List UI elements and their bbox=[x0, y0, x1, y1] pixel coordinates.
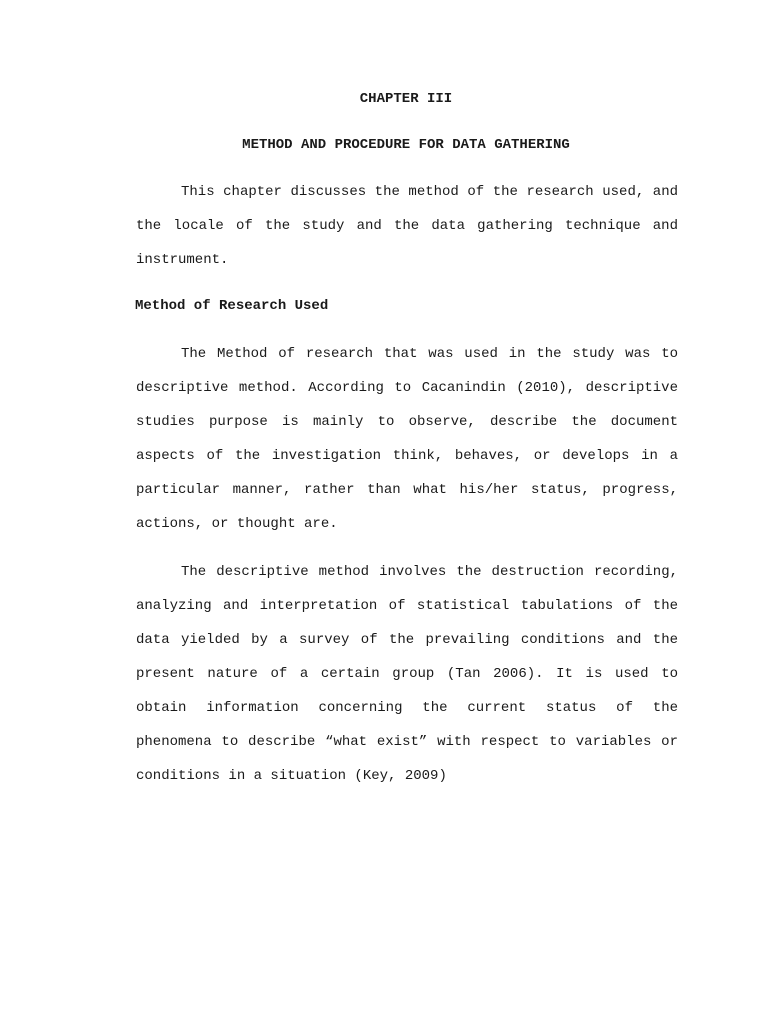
intro-paragraph: This chapter discusses the method of the research used, and the locale of the study and the data gathering technique and instrument. bbox=[136, 184, 678, 268]
body-paragraph: The descriptive method involves the destruction recording, analyzing and interpretation of statistical tabulations of the data yielded by a survey of the prevailing conditions and the present nature of a certain group (Tan 2006). It is used to obtain information concerning the current status of the phenomena to describe “what exist” with respect to variables or conditions in a situation (Key, 2009) bbox=[136, 564, 678, 784]
chapter-title: METHOD AND PROCEDURE FOR DATA GATHERING bbox=[242, 137, 570, 153]
section-heading: Method of Research Used bbox=[135, 298, 329, 314]
body-paragraph: The Method of research that was used in the study was to descriptive method. According to Cacanindin (2010), descriptive studies purpose is mainly to observe, describe the document aspects of the investigation think, behaves, or develops in a particular manner, rather than what his/her status, progress, actions, or thought are. bbox=[136, 346, 678, 532]
chapter-number: CHAPTER III bbox=[359, 91, 453, 107]
